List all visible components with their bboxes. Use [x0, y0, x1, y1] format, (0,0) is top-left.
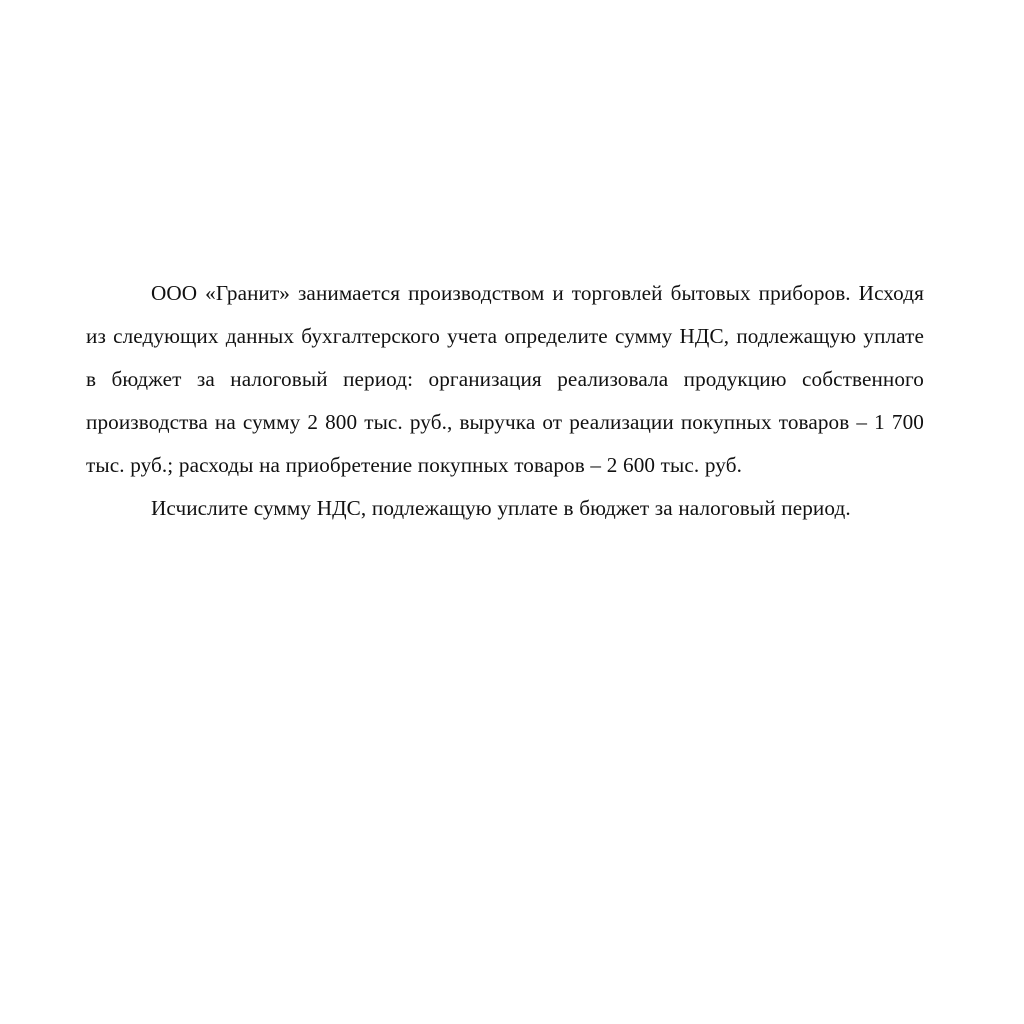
document-text-body — [86, 272, 924, 530]
paragraph-task-question: Исчислите сумму НДС, подлежащую уплате в бюджет за налоговый период. — [151, 496, 851, 520]
paragraph-problem-statement: ООО «Гранит» занимается производством и торговлей бытовых приборов. Исходя из следующих данных бухгалтерского учета определите сумму НДС, подлежащую уплате в бюджет за налоговый период: организация реализовала продукцию собственного производства на сумму 2 800 тыс. руб., выручка от реализации покупных товаров – 1 700 тыс. руб.; расходы на приобретение покупных товаров – 2 600 тыс. руб. — [86, 281, 924, 477]
